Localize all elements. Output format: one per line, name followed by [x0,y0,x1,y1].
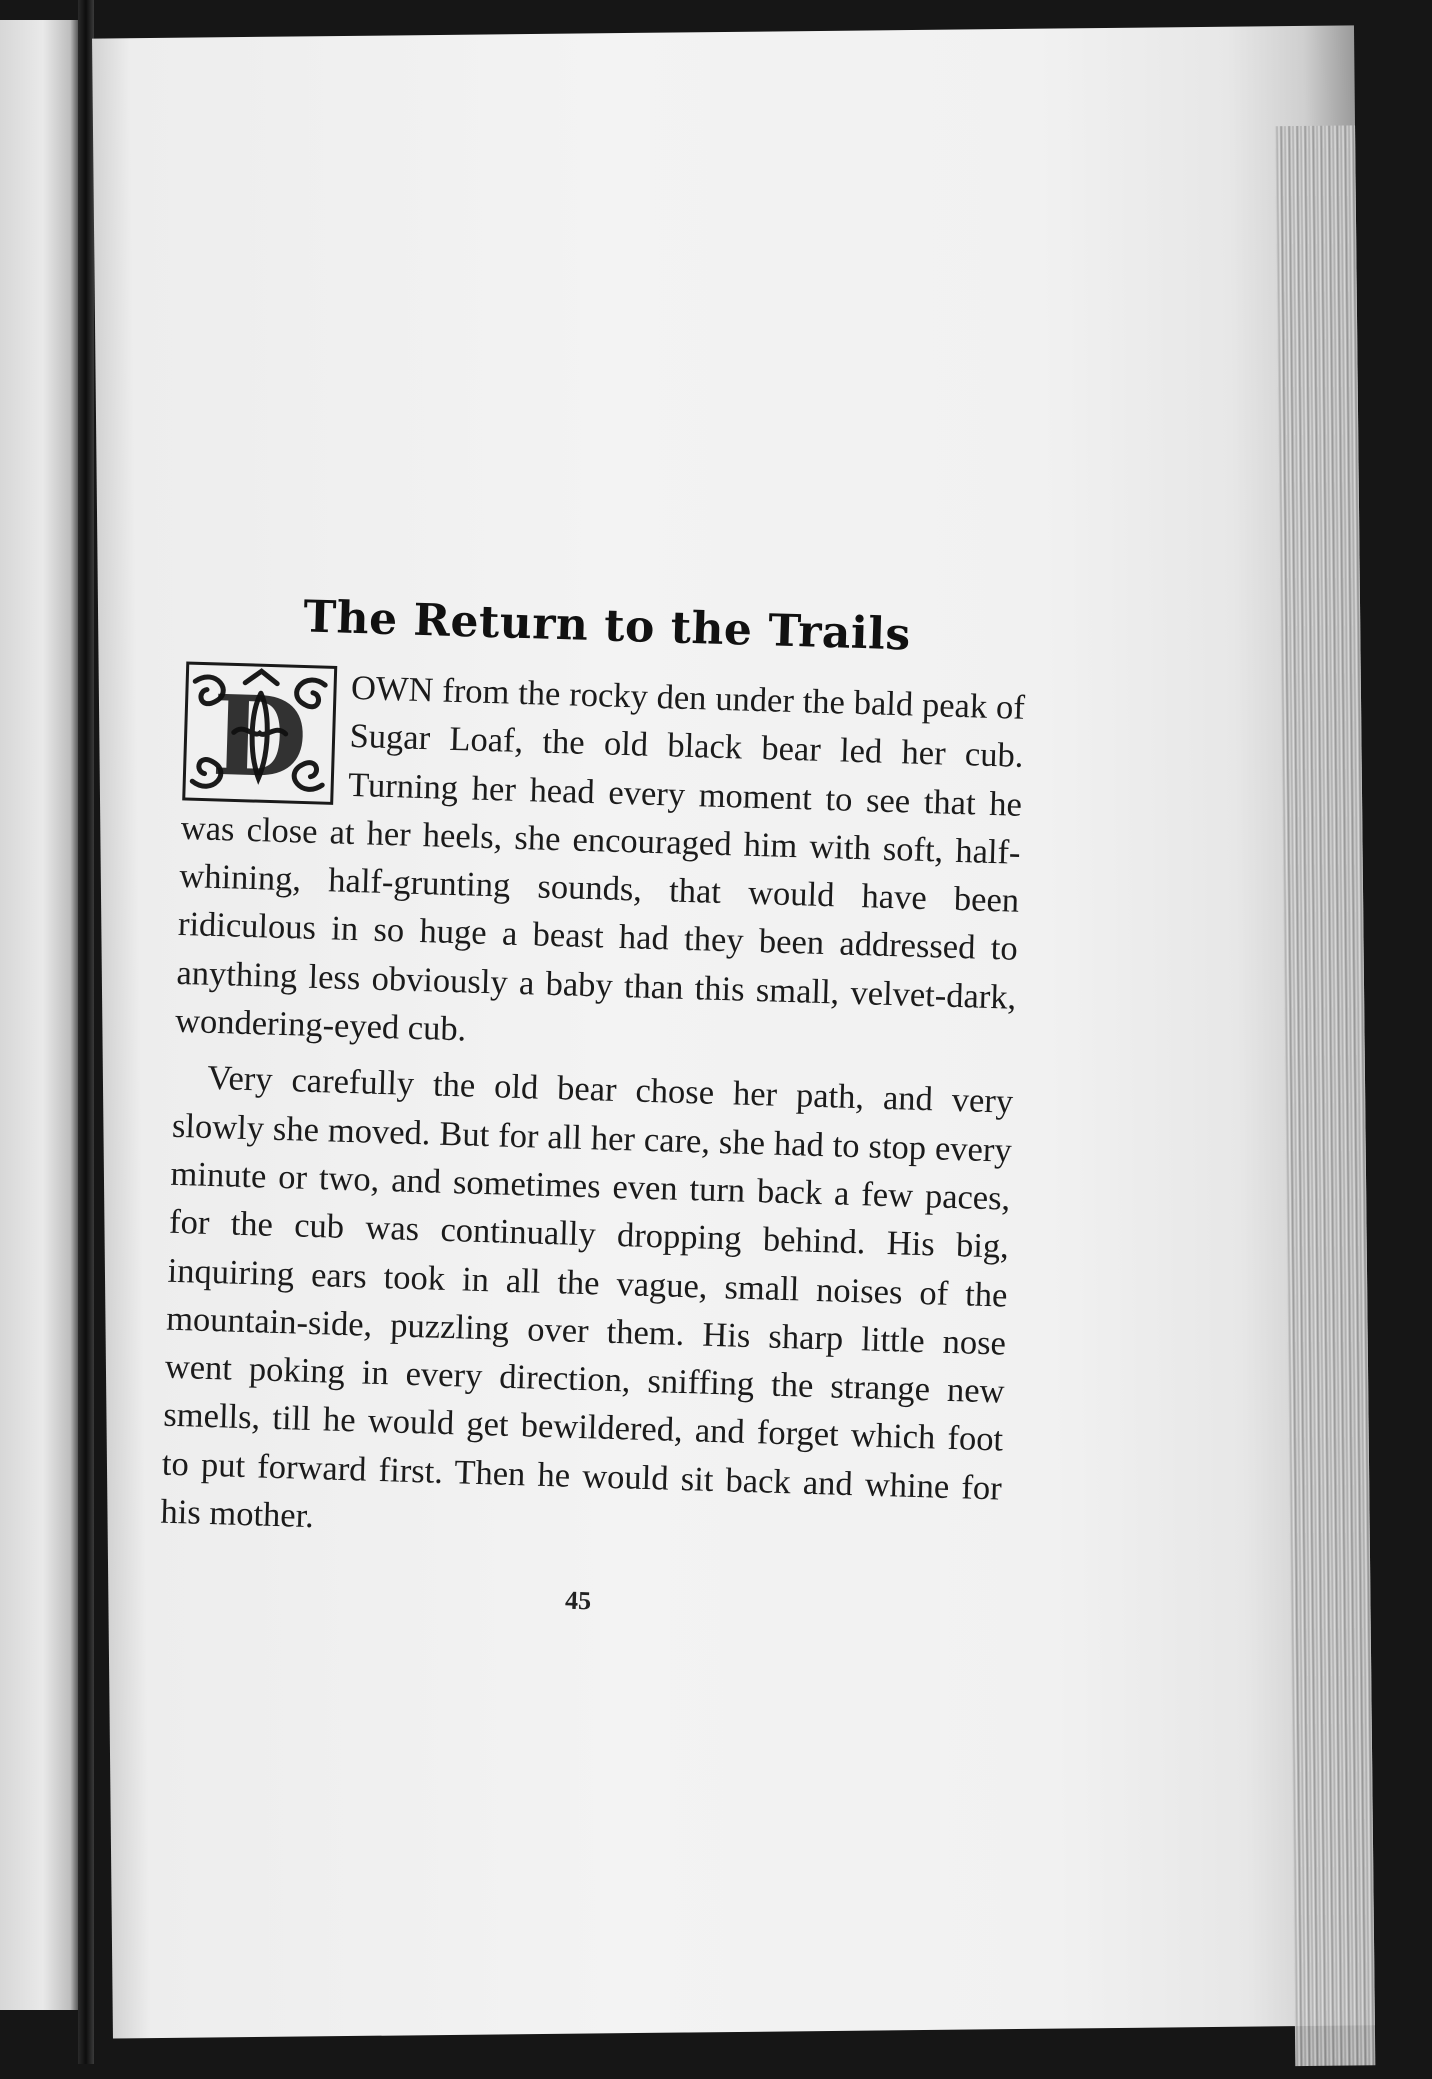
drop-cap-letter: D [210,670,310,803]
page-number: 45 [564,1585,592,1616]
facing-page-edge [0,20,78,2010]
page-edges [1275,125,1375,2066]
page-content [158,588,1028,1629]
book-gutter [78,0,94,2064]
paragraph-1 [174,659,1025,1070]
paragraph-1-text: OWN from the rocky den under the bald peak of Sugar Loaf, the old black bear led her cub. Turning her head every moment to see that he was close at her heels, she encouraged him with soft, half-whining, half-grunting sounds, that would have been ridiculous in so huge a beast had they been addressed to anything less obviously a baby than this small, velvet-dark, wondering-eyed cub. [174,668,1026,1049]
chapter-title: The Return to the Trails [302,591,912,661]
paragraph-2: Very carefully the old bear chose her path, and very slowly she moved. But for all her care, she had to stop every minute or two, and sometimes even turn back a few paces, for the cub was continually dropping behind. His big, inquiring ears took in all the vague, small noises of the mountain-side, puzzling over them. His sharp little nose went poking in every direction, sniffing the strange new smells, till he would get bewildered, and forget which foot to put forward first. Then he would sit back and whine for his mother. [160,1059,1014,1536]
drop-cap-ornament [182,661,338,805]
